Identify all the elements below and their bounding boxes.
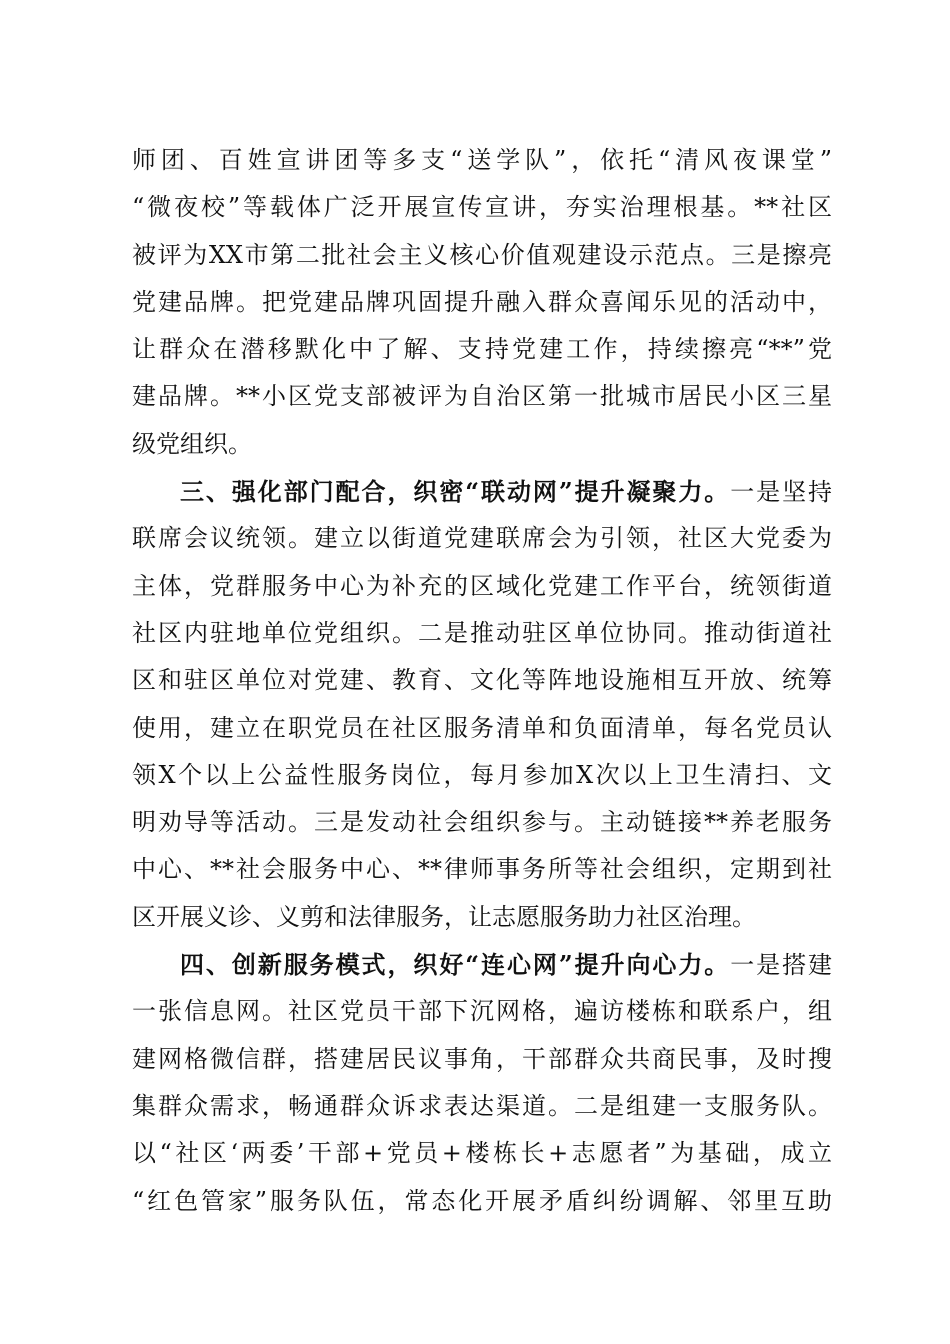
text-line: 区开展义诊、义剪和法律服务，让志愿服务助力社区治理。 (132, 902, 756, 931)
text-line: 被评为XX市第二批社会主义核心价值观建设示范点。三是擦亮 (132, 240, 832, 269)
text-line: 师团、百姓宣讲团等多支“送学队”，依托“清风夜课堂” (132, 146, 832, 174)
text-line: 让群众在潜移默化中了解、支持党建工作，持续擦亮“**”党 (132, 335, 832, 364)
text-line: 明劝导等活动。三是发动社会组织参与。主动链接**养老服务 (132, 808, 832, 837)
paragraph-section-four (132, 941, 832, 1225)
section-heading: 三、强化部门配合，织密“联动网”提升凝聚力。 (180, 477, 731, 507)
text-line: 建网格微信群，搭建居民议事角，干部群众共商民事，及时搜 (132, 1044, 832, 1073)
text-line: 中心、**社会服务中心、**律师事务所等社会组织，定期到社 (132, 855, 832, 884)
text-line: 建品牌。**小区党支部被评为自治区第一批城市居民小区三星 (132, 382, 832, 411)
text-line-first (132, 941, 832, 988)
section-heading: 四、创新服务模式，织好“连心网”提升向心力。 (180, 950, 731, 980)
text-line: 主体，党群服务中心为补充的区域化党建工作平台，统领街道 (132, 571, 832, 600)
text-line: 一张信息网。社区党员干部下沉网格，遍访楼栋和联系户，组 (132, 997, 832, 1026)
text-line: 集群众需求，畅通群众诉求表达渠道。二是组建一支服务队。 (132, 1091, 832, 1120)
heading-followup-text: 一是坚持 (730, 478, 833, 507)
text-line: 领X个以上公益性服务岗位，每月参加X次以上卫生清扫、文 (132, 760, 832, 789)
heading-followup-text: 一是搭建 (730, 951, 833, 980)
text-line: 使用，建立在职党员在社区服务清单和负面清单，每名党员认 (132, 713, 832, 742)
text-line: 以“社区‘两委’干部+党员+楼栋长+志愿者”为基础，成立 (132, 1139, 832, 1168)
text-line: 级党组织。 (132, 429, 252, 458)
text-line: 区和驻区单位对党建、教育、文化等阵地设施相互开放、统筹 (132, 666, 832, 695)
paragraph-section-three (132, 468, 832, 941)
text-line-first (132, 468, 832, 515)
text-line: “微夜校”等载体广泛开展宣传宣讲，夯实治理根基。**社区 (132, 193, 832, 222)
text-line: 党建品牌。把党建品牌巩固提升融入群众喜闻乐见的活动中， (132, 287, 832, 316)
text-line: 联席会议统领。建立以街道党建联席会为引领，社区大党委为 (132, 524, 832, 553)
document-body (132, 137, 832, 1225)
text-line: 社区内驻地单位党组织。二是推动驻区单位协同。推动街道社 (132, 618, 832, 647)
text-line: “红色管家”服务队伍，常态化开展矛盾纠纷调解、邻里互助 (132, 1186, 832, 1215)
paragraph-continuation (132, 137, 832, 468)
